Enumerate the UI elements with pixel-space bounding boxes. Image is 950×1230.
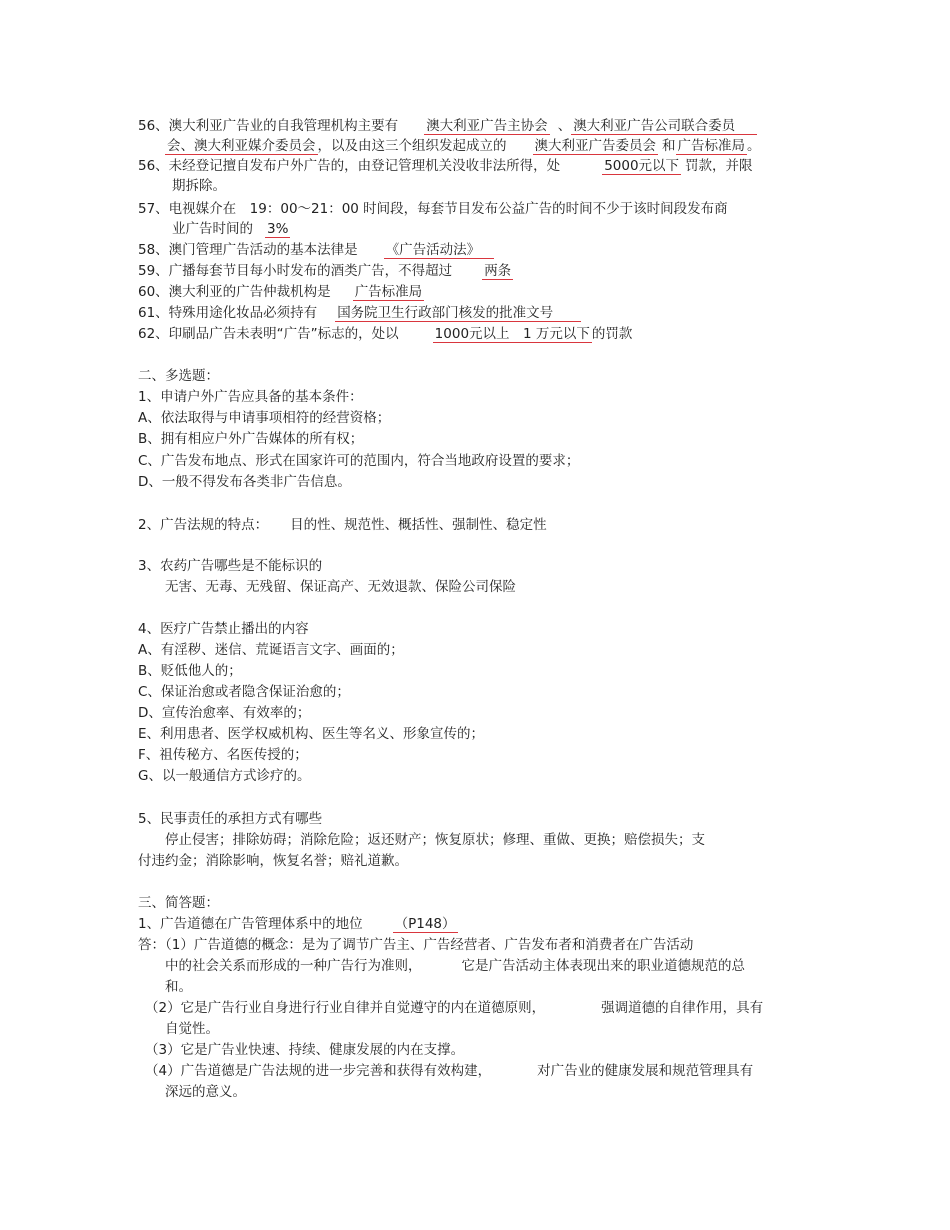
question-text: ，以及由这三个组织发起成立的 (317, 138, 507, 154)
question-text: 58、澳门管理广告活动的基本法律是 (138, 242, 358, 258)
question-text: 57、电视媒介在 19：00～21：00 时间段，每套节目发布公益广告的时间不少于该时间段发布商 (138, 201, 728, 217)
item-57-line1 (138, 199, 728, 219)
separator-text: 、 (557, 118, 572, 134)
answer-underlined: 广告标准局 (677, 138, 745, 154)
answer-text: 强调道德的自律作用，具有 (601, 1000, 764, 1016)
answer-underlined: 3% (267, 221, 289, 237)
item-59 (138, 261, 513, 281)
answer-text: 和。 (165, 979, 192, 995)
question-title: 3、农药广告哪些是不能标识的 (138, 558, 323, 574)
option-d: D、宣传治愈率、有效率的； (138, 705, 311, 721)
answer-text: 答：（1）广告道德的概念：是为了调节广告主、广告经营者、广告发布者和消费者在广告活动 (138, 937, 694, 953)
section-heading-short-answer: 三、简答题： (138, 895, 219, 911)
item-56b-line1 (138, 156, 753, 176)
page-reference: （P148） (394, 916, 456, 932)
question-text: 和 (662, 138, 676, 154)
question-text: 业广告时间的 (172, 221, 253, 237)
question-2 (138, 515, 547, 535)
item-60 (138, 282, 424, 302)
option-b: B、拥有相应户外广告媒体的所有权； (138, 431, 364, 447)
answer-underlined: 《广告活动法》 (384, 242, 495, 259)
answer-text: （3）它是广告业快速、持续、健康发展的内在支撑。 (145, 1042, 465, 1058)
option-c: C、保证治愈或者隐含保证治愈的； (138, 684, 350, 700)
answer-text: 目的性、规范性、概括性、强制性、稳定性 (290, 517, 547, 533)
option-f: F、祖传秘方、名医传授的； (138, 747, 308, 763)
answer-text: 对广告业的健康发展和规范管理具有 (537, 1063, 754, 1079)
question-text: 期拆除。 (172, 178, 226, 194)
question-title: 4、医疗广告禁止播出的内容 (138, 621, 309, 637)
answer-underlined: 澳大利亚广告委员会 (534, 138, 656, 154)
answer-underlined: 1000元以上 1 万元以下 (434, 326, 590, 342)
option-e: E、利用患者、医学权威机构、医生等名义、形象宣传的； (138, 726, 485, 742)
answer-underlined: 澳大利亚广告主协会 (426, 118, 548, 134)
answer-text: 无害、无毒、无残留、保证高产、无效退款、保险公司保险 (165, 579, 516, 595)
question-text: 罚款，并限 (685, 158, 753, 174)
question-title: 5、民事责任的承担方式有哪些 (138, 811, 323, 827)
answer-text: 深远的意义。 (165, 1084, 246, 1100)
answer-text: 它是广告活动主体表现出来的职业道德规范的总 (461, 958, 745, 974)
question-text: 59、广播每套节目每小时发布的酒类广告，不得超过 (138, 263, 453, 279)
question-text: 56、未经登记擅自发布户外广告的，由登记管理机关没收非法所得，处 (138, 158, 561, 174)
item-56b-line2 (172, 176, 226, 196)
question-text: 62、印刷品广告未表明“广告”标志的，处以 (138, 326, 399, 342)
question-text: 61、特殊用途化妆品必须持有 (138, 305, 318, 321)
answer-line (165, 956, 745, 976)
answer-text: （4）广告道德是广告法规的进一步完善和获得有效构建， (145, 1063, 492, 1079)
answer-underlined: 5000元以下 (604, 158, 680, 174)
item-56a-line2 (165, 136, 761, 156)
question-text: 56、澳大利亚广告业的自我管理机构主要有 (138, 118, 399, 134)
option-g: G、以一般通信方式诊疗的。 (138, 768, 311, 784)
item-58 (138, 240, 494, 260)
answer-underlined: 澳大利亚广告公司联合委员 (571, 118, 757, 135)
item-62 (138, 324, 632, 344)
item-61 (138, 303, 581, 323)
answer-text: 自觉性。 (165, 1021, 219, 1037)
option-a: A、有淫秽、迷信、荒诞语言文字、画面的； (138, 642, 404, 658)
item-56a-line1 (138, 116, 757, 136)
question-text: 60、澳大利亚的广告仲裁机构是 (138, 284, 331, 300)
answer-line (145, 1061, 753, 1081)
question-title: 1、申请户外广告应具备的基本条件： (138, 389, 363, 405)
question-text: 。 (747, 138, 761, 154)
question-title: 2、广告法规的特点： (138, 517, 269, 533)
question-title: 1、广告道德在广告管理体系中的地位 (138, 916, 363, 932)
option-c: C、广告发布地点、形式在国家许可的范围内，符合当地政府设置的要求； (138, 453, 580, 469)
answer-underlined: 两条 (484, 263, 512, 279)
option-a: A、依法取得与申请事项相符的经营资格； (138, 410, 391, 426)
option-b: B、贬低他人的； (138, 663, 242, 679)
answer-text: 付违约金；消除影响，恢复名誉；赔礼道歉。 (138, 853, 408, 869)
answer-line (145, 998, 763, 1018)
answer-text: （2）它是广告行业自身进行行业自律并自觉遵守的内在道德原则， (145, 1000, 546, 1016)
answer-underlined: 会、澳大利亚媒介委员会 (167, 138, 316, 154)
answer-text: 停止侵害；排除妨碍；消除危险；返还财产；恢复原状；修理、重做、更换；赔偿损失；支 (165, 832, 705, 848)
short-question-1 (138, 914, 458, 934)
option-d: D、一般不得发布各类非广告信息。 (138, 474, 351, 490)
answer-text: 中的社会关系而形成的一种广告行为准则， (165, 958, 422, 974)
answer-underlined: 广告标准局 (354, 284, 423, 300)
answer-underlined: 国务院卫生行政部门核发的批准文号 (335, 305, 581, 322)
item-57-line2 (172, 219, 290, 239)
question-text: 的罚款 (591, 326, 633, 342)
section-heading-multi-choice: 二、多选题： (138, 368, 219, 384)
